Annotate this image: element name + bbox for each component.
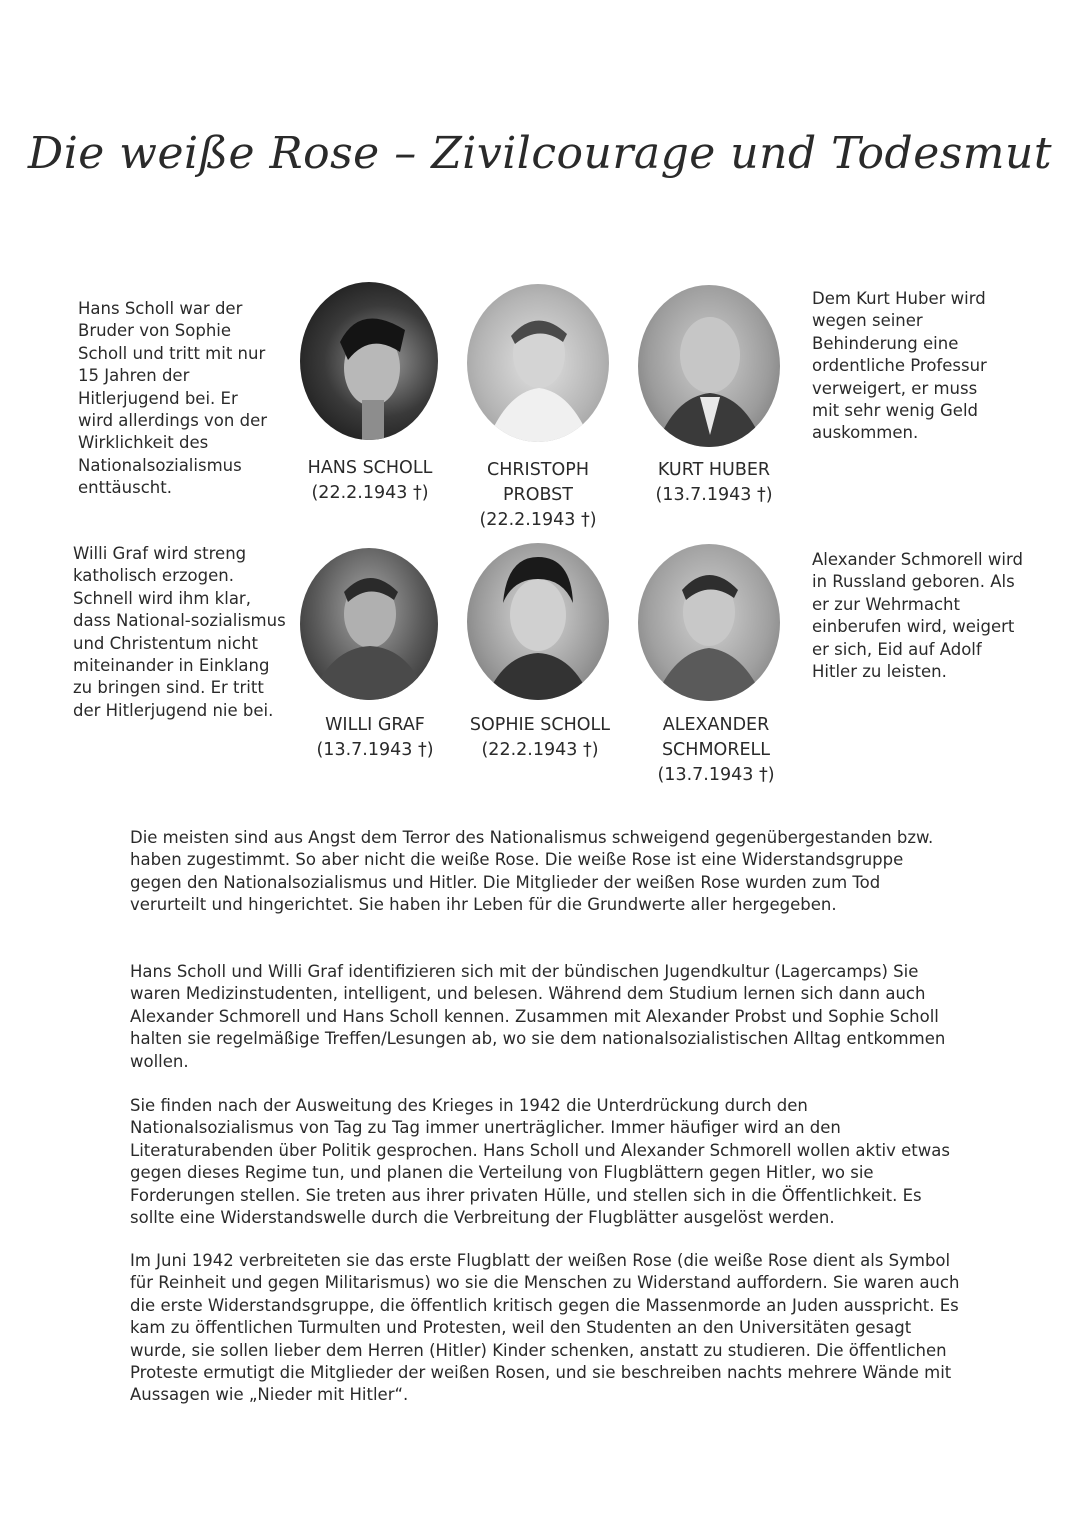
- sophie-scholl-portrait: [467, 543, 609, 700]
- kurt-huber-description: Dem Kurt Huber wird wegen seiner Behinderung eine ordentliche Professur verweigert, er muss mit sehr wenig Geld auskommen.: [812, 289, 987, 443]
- paragraph-3: Sie finden nach der Ausweitung des Krieges in 1942 die Unterdrückung durch den Nationalsozialismus von Tag zu Tag immer unerträglicher. Immer häufiger wird an den Literaturabenden über Politik gesprochen. Hans Scholl und Alexander Schmorell wollen aktiv etwas gegen dieses Regime tun, und planen die Verteilung von Flugblättern gegen Hitler, wo sie Forderungen stellen. Sie treten aus ihrer privaten Hülle, und stellen sich in die Öffentlichkeit. Es sollte eine Widerstandswelle durch die Verbreitung der Flugblätter ausgelöst werden.: [130, 1096, 950, 1228]
- page-title: Die weiße Rose – Zivilcourage und Todesmut: [27, 128, 1053, 179]
- sophie-scholl-caption: SOPHIE SCHOLL (22.2.1943 †): [469, 715, 611, 760]
- kurt-huber-portrait: [638, 285, 780, 447]
- paragraph-4: Im Juni 1942 verbreiteten sie das erste Flugblatt der weißen Rose (die weiße Rose dient als Symbol für Reinheit und gegen Militarismus) wo sie die Menschen zu Widerstand auffordern. Sie waren auch die erste Widerstandsgruppe, die öffentlich kritisch gegen die Massenmorde an Juden ausspricht. Es kam zu öffentlichen Turmulten und Protesten, weil den Studenten an den Universitäten gesagt wurde, sie sollen lieber dem Herren (Hitler) Kinder schenken, anstatt zu studieren. Die öffentlichen Proteste ermutigt die Mitglieder der weißen Rosen, und sie beschreiben nachts mehrere Wände mit Aussagen wie „Nieder mit Hitler“.: [130, 1251, 960, 1405]
- willi-graf-caption: WILLI GRAF (13.7.1943 †): [316, 715, 434, 760]
- kurt-huber-caption: KURT HUBER (13.7.1943 †): [655, 460, 773, 505]
- hans-scholl-caption: HANS SCHOLL (22.2.1943 †): [307, 458, 433, 503]
- paragraph-2: Hans Scholl und Willi Graf identifizieren sich mit der bündischen Jugendkultur (Lagercamps) Sie waren Medizinstudenten, intelligent, und belesen. Während dem Studium lernen sich dann auch Alexander Schmorell und Hans Scholl kennen. Zusammen mit Alexander Probst und Sophie Scholl halten sie regelmäßige Treffen/Lesungen ab, wo sie dem nationalsozialistischen Alltag entkommen wollen.: [130, 962, 946, 1071]
- alexander-schmorell-description: Alexander Schmorell wird in Russland geboren. Als er zur Wehrmacht einberufen wird, weigert er sich, Eid auf Adolf Hitler zu leisten.: [812, 550, 1023, 682]
- hans-scholl-portrait: [300, 282, 438, 440]
- hans-scholl-description: Hans Scholl war der Bruder von Sophie Scholl und tritt mit nur 15 Jahren der Hitlerjugend bei. Er wird allerdings von der Wirklichkeit des Nationalsozialismus enttäuscht.: [78, 299, 268, 498]
- alexander-schmorell-portrait: [638, 544, 780, 701]
- willi-graf-portrait: [300, 548, 438, 700]
- paragraph-1: Die meisten sind aus Angst dem Terror des Nationalismus schweigend gegenübergestanden bzw. haben zugestimmt. So aber nicht die weiße Rose. Die weiße Rose ist eine Widerstandsgruppe gegen den Nationalsozialismus und Hitler. Die Mitglieder der weißen Rose wurden zum Tod verurteilt und hingerichtet. Sie haben ihr Leben für die Grundwerte aller hergegeben.: [130, 828, 934, 915]
- willi-graf-description: Willi Graf wird streng katholisch erzogen. Schnell wird ihm klar, dass National-sozialismus und Christentum nicht miteinander in Einklang zu bringen sind. Er tritt der Hitlerjugend nie bei.: [73, 544, 286, 720]
- christoph-probst-caption: CHRISTOPH PROBST (22.2.1943 †): [479, 460, 597, 530]
- christoph-probst-portrait: [467, 284, 609, 442]
- alexander-schmorell-caption: ALEXANDER SCHMORELL (13.7.1943 †): [657, 715, 775, 785]
